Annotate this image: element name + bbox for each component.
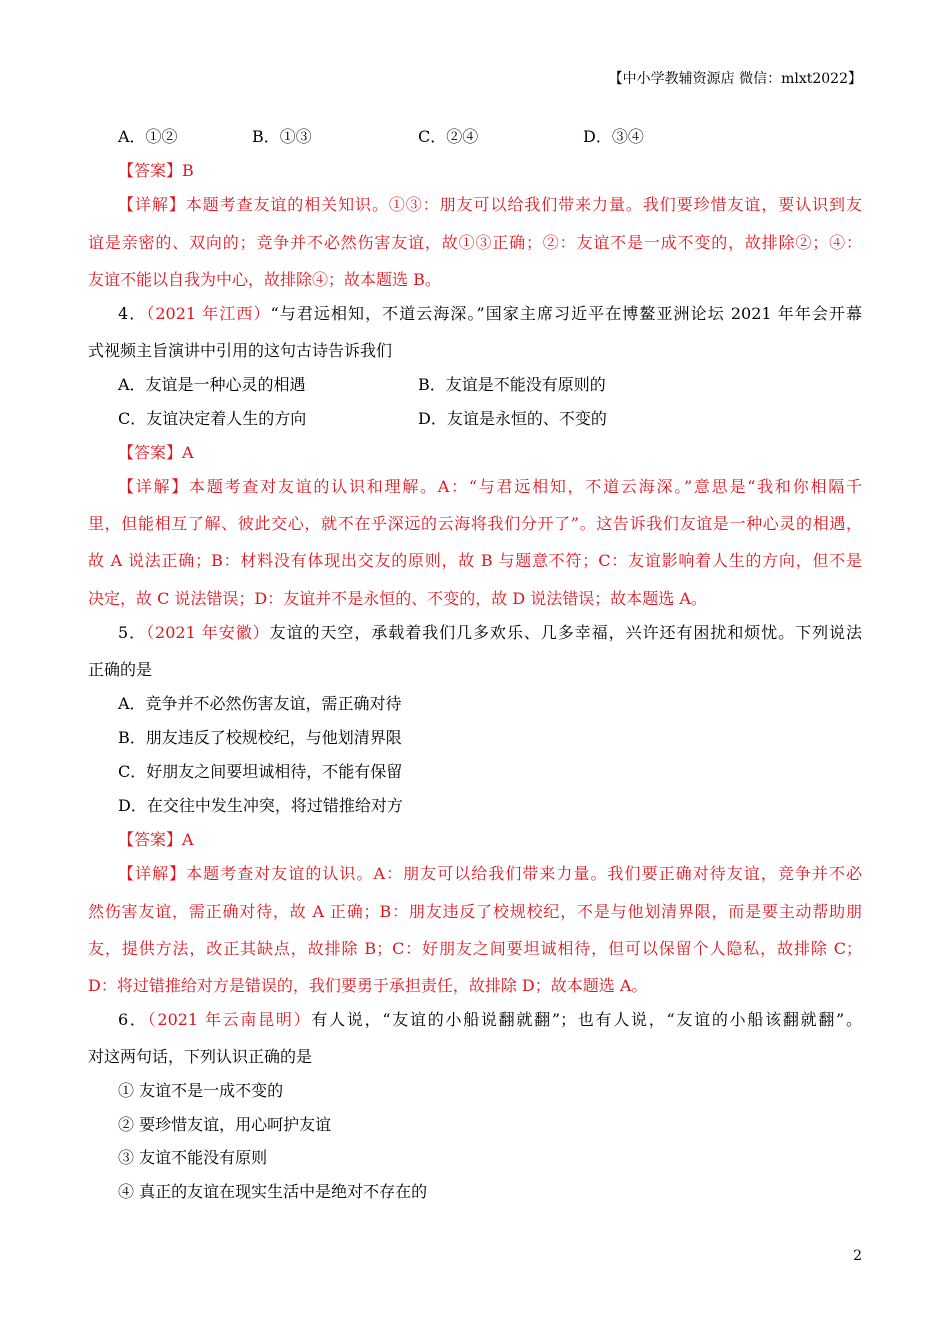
q4-option-a: A．友谊是一种心灵的相遇 <box>118 375 306 394</box>
question-source: （2021 年安徽） <box>146 623 270 642</box>
q4-stem-line-1: 4．（2021 年江西）“与君远相知，不道云海深。”国家主席习近平在博鳌亚洲论坛 2021 年年会开幕 <box>118 304 862 323</box>
page-number: 2 <box>853 1248 862 1264</box>
q5-option-d: D．在交往中发生冲突，将过错推给对方 <box>118 796 403 815</box>
question-number: 6． <box>118 1010 148 1029</box>
header-note: 【中小学教辅资源店 微信：mlxt2022】 <box>608 71 862 87</box>
q4-stem-line-2: 式视频主旨演讲中引用的这句古诗告诉我们 <box>88 341 393 360</box>
question-number: 5． <box>118 623 147 642</box>
q4-detail-line-3: 故 A 说法正确；B：材料没有体现出交友的原则，故 B 与题意不符；C：友谊影响着人生的方向，但不是 <box>88 551 862 570</box>
q6-item-2: ② 要珍惜友谊，用心呵护友谊 <box>118 1115 332 1134</box>
answer-label: 【答案】 <box>118 830 183 849</box>
q4-detail-line-1: 【详解】本题考查对友谊的认识和理解。A：“与君远相知，不道云海深。”意思是“我和你相隔千 <box>118 477 862 496</box>
q5-detail-line-1: 【详解】本题考查对友谊的认识。A：朋友可以给我们带来力量。我们要正确对待友谊，竞争并不必 <box>118 864 862 883</box>
q4-option-c: C．友谊决定着人生的方向 <box>118 409 307 428</box>
q3-detail-line-3: 友谊不能以自我为中心，故排除④；故本题选 B。 <box>88 270 441 289</box>
q5-option-b: B．朋友违反了校规校纪，与他划清界限 <box>118 728 402 747</box>
q5-option-c: C．好朋友之间要坦诚相待，不能有保留 <box>118 762 403 781</box>
q4-answer <box>118 441 194 465</box>
q3-option-c: C．②④ <box>418 127 479 146</box>
question-number: 4． <box>118 304 147 323</box>
q5-stem-line-2: 正确的是 <box>88 660 153 679</box>
q5-detail-line-3: 友，提供方法，改正其缺点，故排除 B；C：好朋友之间要坦诚相待，但可以保留个人隐私，故排除 C； <box>88 939 862 958</box>
q3-option-a: A．①② <box>118 127 178 146</box>
q6-item-4: ④ 真正的友谊在现实生活中是绝对不存在的 <box>118 1182 428 1201</box>
q5-detail-line-4: D：将过错推给对方是错误的，我们要勇于承担责任，故排除 D；故本题选 A。 <box>88 976 648 995</box>
q6-item-1: ① 友谊不是一成不变的 <box>118 1081 284 1100</box>
q6-stem-line-1: 6．（2021 年云南昆明）有人说，“友谊的小船说翻就翻”；也有人说，“友谊的小船该翻就翻”。 <box>118 1010 862 1029</box>
q6-item-3: ③ 友谊不能没有原则 <box>118 1148 268 1167</box>
q4-detail-line-4: 决定，故 C 说法错误；D：友谊并不是永恒的、不变的，故 D 说法错误；故本题选 A。 <box>88 589 707 608</box>
q5-stem-line-1: 5．（2021 年安徽）友谊的天空，承载着我们几多欢乐、几多幸福，兴许还有困扰和烦忧。下列说法 <box>118 623 862 642</box>
q3-option-d: D．③④ <box>583 127 644 146</box>
q3-detail-line-2: 谊是亲密的、双向的；竞争并不必然伤害友谊，故①③正确；②：友谊不是一成不变的，故排除②；④： <box>88 233 862 252</box>
q4-detail-line-2: 里，但能相互了解、彼此交心，就不在乎深远的云海将我们分开了”。这告诉我们友谊是一种心灵的相遇， <box>88 514 862 533</box>
answer-value: B <box>182 161 194 180</box>
q3-answer <box>118 159 194 183</box>
q3-option-b: B．①③ <box>252 127 312 146</box>
answer-label: 【答案】 <box>118 161 183 180</box>
answer-value: A <box>182 830 194 849</box>
q6-stem-line-2: 对这两句话，下列认识正确的是 <box>88 1047 313 1066</box>
question-source: （2021 年江西） <box>146 304 271 323</box>
question-source: （2021 年云南昆明） <box>147 1010 312 1029</box>
q5-answer <box>118 828 194 852</box>
answer-label: 【答案】 <box>118 443 183 462</box>
q4-option-b: B．友谊是不能没有原则的 <box>418 375 606 394</box>
q5-option-a: A．竞争并不必然伤害友谊，需正确对待 <box>118 694 402 713</box>
q5-detail-line-2: 然伤害友谊，需正确对待，故 A 正确；B：朋友违反了校规校纪，不是与他划清界限，而是要主动帮助朋 <box>88 902 862 921</box>
answer-value: A <box>182 443 194 462</box>
q3-detail-line-1: 【详解】本题考查友谊的相关知识。①③：朋友可以给我们带来力量。我们要珍惜友谊，要认识到友 <box>118 195 862 214</box>
q4-option-d: D．友谊是永恒的、不变的 <box>418 409 607 428</box>
